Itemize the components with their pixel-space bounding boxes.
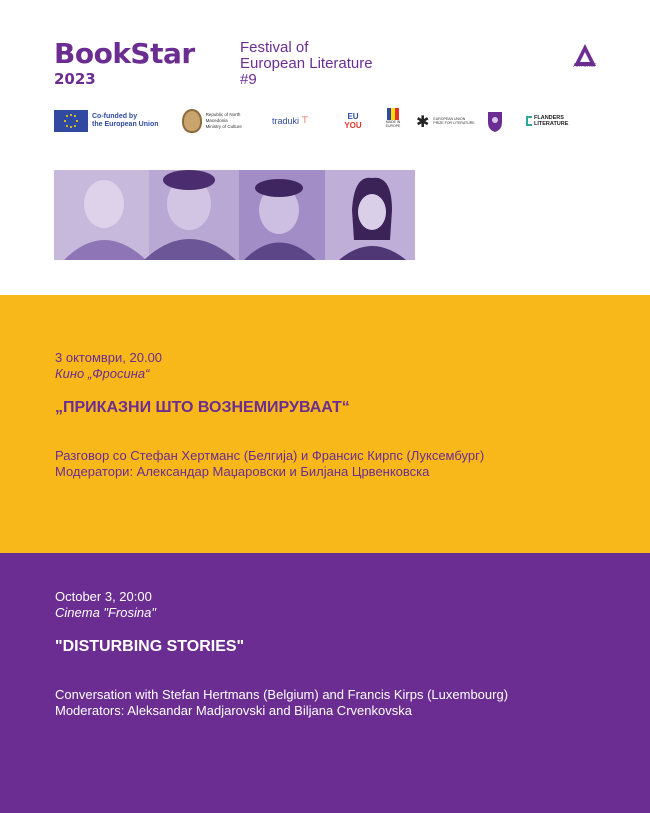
festival-line-1: Festival of: [240, 39, 309, 56]
event-venue-mk: Кино „Фросина“: [55, 366, 150, 381]
festival-line-3: #9: [240, 71, 257, 88]
event-description-mk-1: Разговор со Стефан Хертманс (Белгија) и Франсис Кирпс (Луксембург): [55, 448, 485, 463]
traduki-text: traduki: [272, 116, 300, 126]
flanders-line-1: FLANDERS: [534, 115, 564, 121]
event-venue-en: Cinema "Frosina": [55, 605, 156, 620]
ministry-line-1: Republic of North Macedonia: [205, 112, 241, 123]
crest-icon: [484, 108, 506, 134]
partner-logos: [54, 106, 574, 136]
traduki-logo: [272, 106, 322, 136]
macedonian-event-section: [0, 295, 650, 553]
eu-for-you-line-2: YOU: [344, 121, 362, 130]
made-in-europe-text: MADE IN EUROPE: [385, 120, 401, 128]
flanders-bracket-icon: [526, 116, 532, 126]
event-date-mk: 3 октомври, 20.00: [55, 350, 163, 365]
eu-for-you-logo: [336, 106, 370, 136]
event-date-en: October 3, 20:00: [55, 589, 152, 604]
brand-name: BookStar: [54, 37, 195, 70]
event-description-en-2: Moderators: Aleksandar Madjarovski and Biljana Crvenkovska: [55, 703, 412, 718]
star-flower-icon: ✱: [416, 111, 430, 131]
eu-line-1: Co-funded by: [92, 113, 138, 120]
made-in-europe-logo: [382, 106, 404, 136]
event-title-en: "DISTURBING STORIES": [55, 638, 245, 655]
ministry-culture-logo: [182, 106, 262, 136]
eu-flag-icon: [54, 110, 88, 132]
coat-of-arms-icon: [182, 109, 202, 133]
belgium-emblem-logo: [484, 106, 510, 136]
flanders-literature-logo: [526, 106, 574, 136]
ministry-line-2: Ministry of Culture: [205, 124, 242, 129]
header-section: [0, 0, 650, 295]
event-description-mk-2: Модератори: Александар Маџаровски и Билјана Црвенковска: [55, 464, 430, 479]
event-description-en-1: Conversation with Stefan Hertmans (Belgium) and Francis Kirps (Luxembourg): [55, 687, 509, 702]
eupl-logo: [416, 106, 476, 136]
tricolor-icon: [387, 108, 399, 120]
festival-title: [240, 40, 373, 88]
authors-photo: [54, 170, 415, 260]
brand-year: 2023: [54, 70, 96, 88]
eu-line-2: the European Union: [92, 121, 159, 128]
bookstar-logo: [54, 38, 195, 88]
eu-for-you-line-1: EU: [347, 112, 359, 121]
eu-cofunded-logo: [54, 106, 174, 136]
traduki-mark-icon: ⊤: [301, 116, 309, 126]
flanders-line-2: LITERATURE: [534, 121, 569, 127]
eupl-line-1: EUROPEAN UNION: [433, 116, 466, 121]
event-title-mk: „ПРИКАЗНИ ШТО ВОЗНЕМИРУВААТ“: [55, 399, 350, 416]
eupl-line-2: PRIZE FOR LITERATURE: [433, 121, 475, 125]
antolog-label: АНТОЛОГ: [573, 63, 597, 69]
english-event-section: [0, 553, 650, 813]
festival-line-2: European Literature: [240, 55, 373, 72]
